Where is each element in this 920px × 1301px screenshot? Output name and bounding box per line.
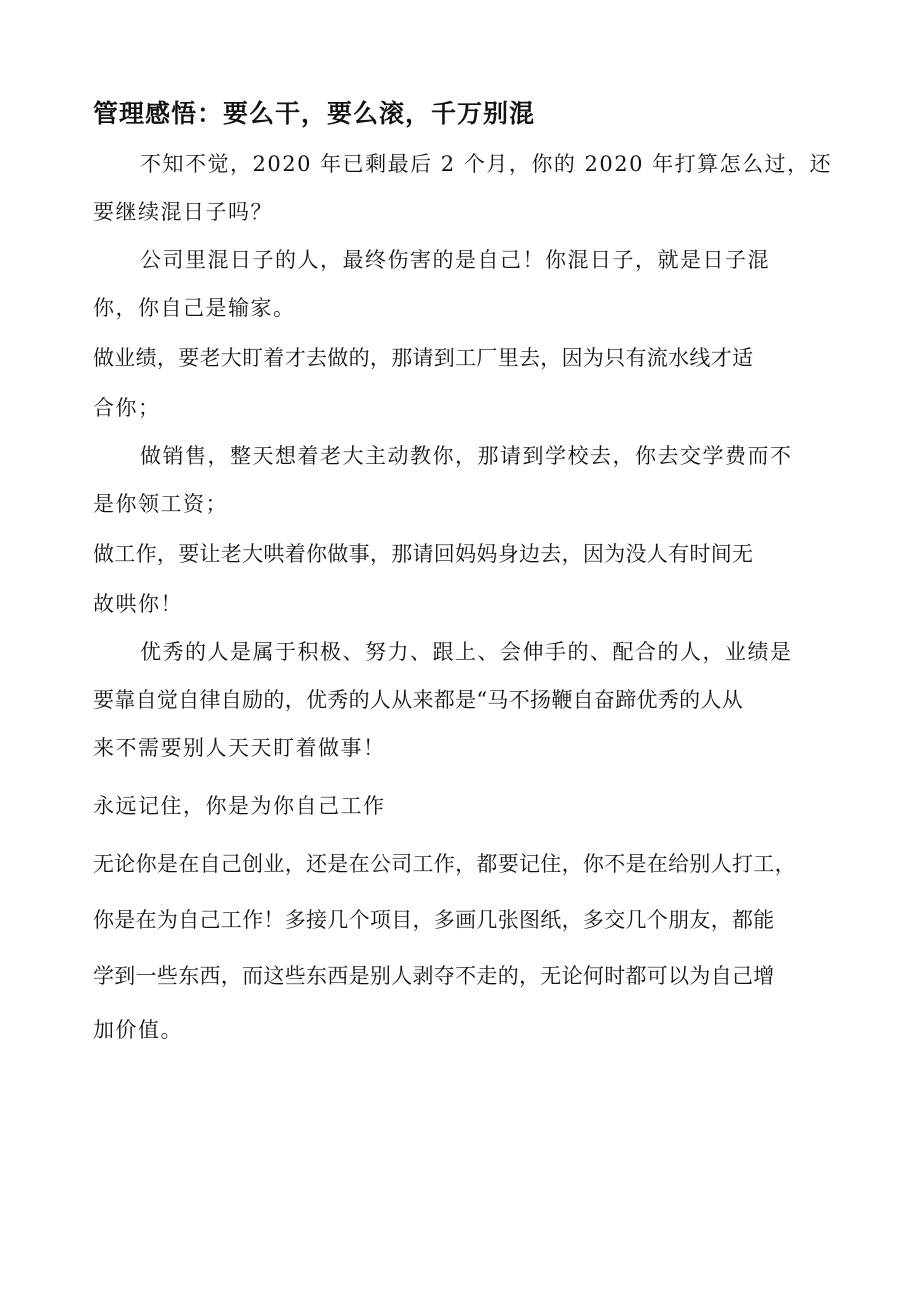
paragraph-line: 来不需要别人天天盯着做事！ [93, 736, 386, 760]
paragraph-line: 永远记住，你是为你自己工作 [93, 794, 386, 818]
paragraph-line: 要靠自觉自律自励的，优秀的人从来都是“马不扬鞭自奋蹄优秀的人从 [93, 688, 744, 712]
paragraph-line: 加价值。 [93, 1018, 183, 1042]
paragraph-line: 做业绩，要老大盯着才去做的，那请到工厂里去，因为只有流水线才适 [93, 346, 754, 370]
paragraph-line: 故哄你！ [93, 592, 183, 616]
paragraph-line: 做销售，整天想着老大主动教你，那请到学校去，你去交学费而不 [140, 444, 793, 468]
paragraph-line: 不知不觉，2020 年已剩最后 2 个月，你的 2020 年打算怎么过，还 [140, 152, 833, 176]
paragraph-line: 是你领工资； [93, 492, 228, 516]
paragraph-line: 做工作，要让老大哄着你做事，那请回妈妈身边去，因为没人有时间无 [93, 542, 754, 566]
paragraph-line: 学到一些东西，而这些东西是别人剥夺不走的，无论何时都可以为自己增 [93, 964, 775, 988]
paragraph-line: 无论你是在自己创业，还是在公司工作，都要记住，你不是在给别人打工， [93, 852, 796, 876]
paragraph-line: 合你； [93, 396, 161, 420]
paragraph-line: 要继续混日子吗？ [93, 200, 273, 224]
paragraph-line: 公司里混日子的人，最终伤害的是自己！你混日子，就是日子混 [140, 248, 770, 272]
paragraph-line: 你是在为自己工作！多接几个项目，多画几张图纸，多交几个朋友，都能 [93, 908, 775, 932]
page-title: 管理感悟：要么干，要么滚，千万别混 [93, 99, 536, 128]
paragraph-line: 你，你自己是输家。 [93, 296, 296, 320]
paragraph-line: 优秀的人是属于积极、努力、跟上、会伸手的、配合的人，业绩是 [140, 640, 793, 664]
